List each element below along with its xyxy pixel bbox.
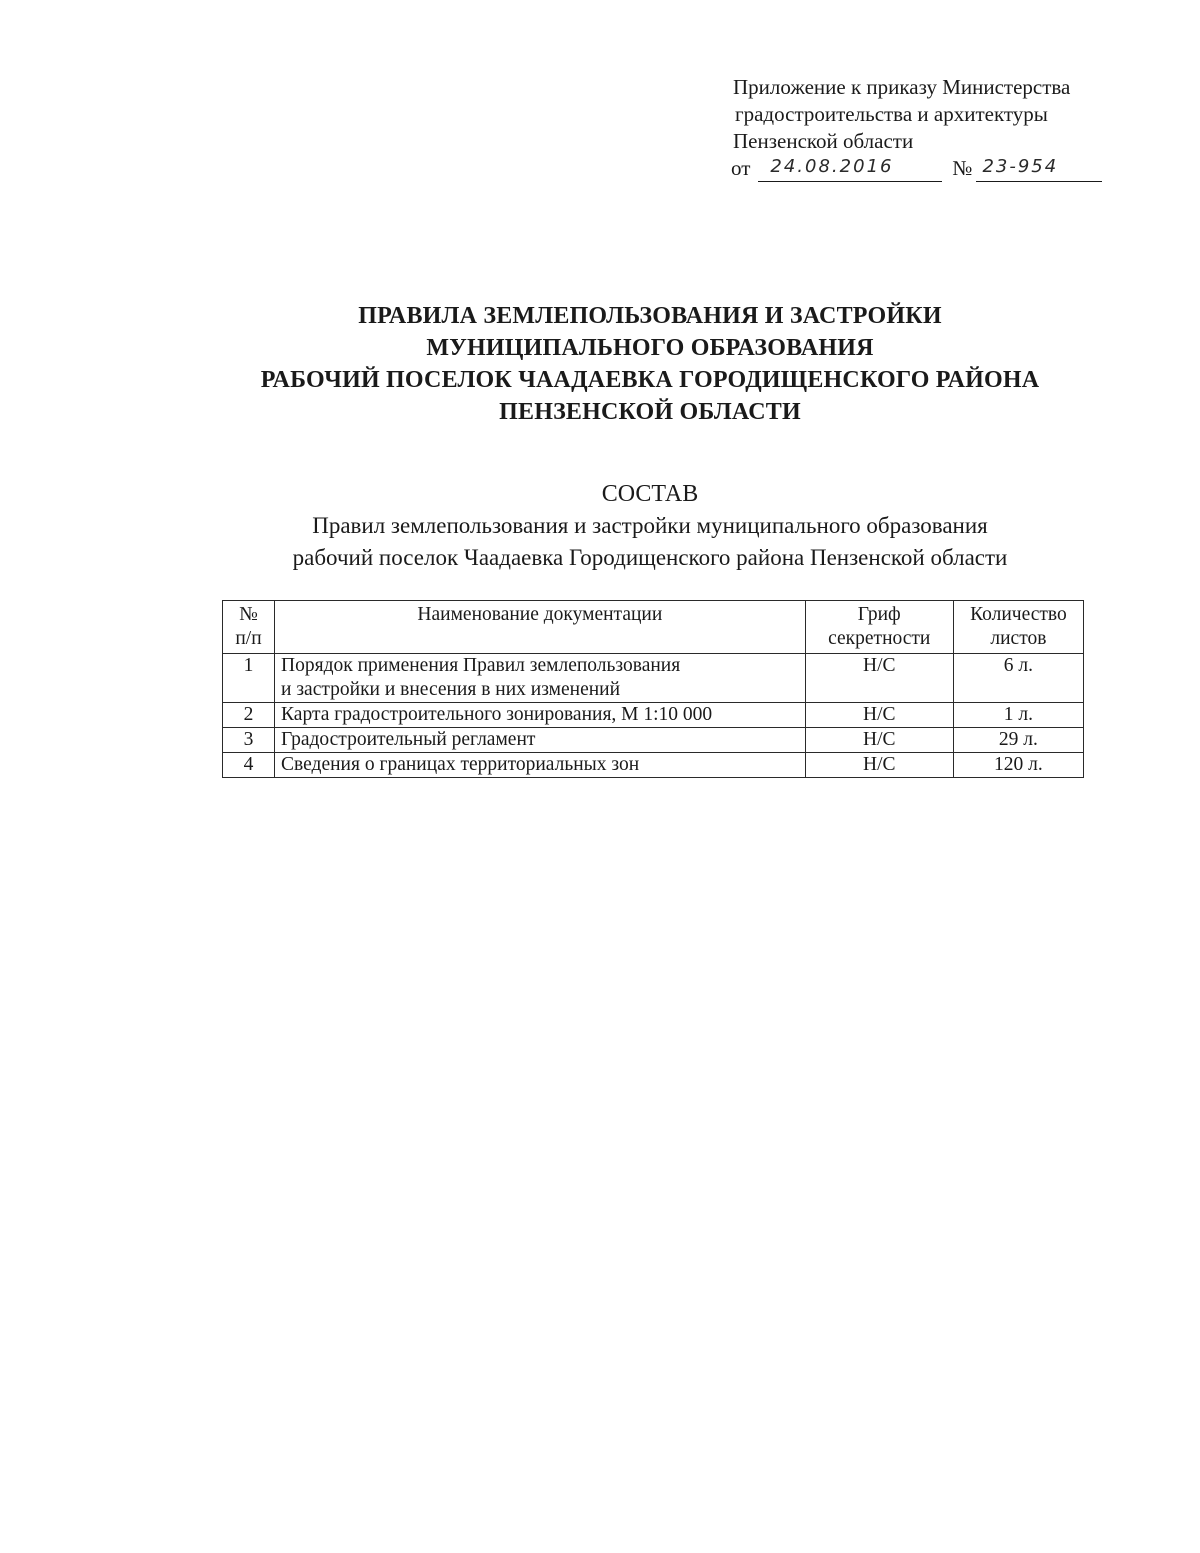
col-header-quantity-line-1: Количество bbox=[970, 604, 1067, 625]
col-header-name: Наименование документации bbox=[275, 601, 806, 654]
col-header-number-line-1: № bbox=[239, 604, 258, 625]
table-header-row bbox=[223, 601, 1084, 654]
document-title bbox=[0, 300, 1200, 428]
row-number: 3 bbox=[223, 728, 275, 753]
title-line-4: ПЕНЗЕНСКОЙ ОБЛАСТИ bbox=[499, 399, 801, 425]
table-row bbox=[223, 753, 1084, 778]
order-number-handwritten: 23-954 bbox=[982, 156, 1059, 177]
col-header-grif-line-1: Гриф bbox=[857, 604, 901, 625]
row-name: Карта градостроительного зонирования, М 1:10 000 bbox=[275, 703, 806, 728]
col-header-grif-line-2: секретности bbox=[828, 628, 931, 649]
order-date-number-row bbox=[731, 155, 1153, 182]
title-line-2: МУНИЦИПАЛЬНОГО ОБРАЗОВАНИЯ bbox=[426, 335, 874, 361]
composition-subtitle-line-1: Правил землепользования и застройки муниципального образования bbox=[312, 513, 988, 538]
date-prefix: от bbox=[731, 156, 751, 180]
appendix-line-3: Пензенской области bbox=[733, 129, 914, 153]
composition-subtitle-line-2: рабочий поселок Чаадаевка Городищенского района Пензенской области bbox=[292, 545, 1008, 570]
row-grif: Н/С bbox=[805, 703, 953, 728]
composition-section bbox=[0, 478, 1200, 574]
table-row bbox=[223, 654, 1084, 703]
appendix-header bbox=[733, 74, 1153, 182]
row-quantity: 120 л. bbox=[953, 753, 1083, 778]
appendix-line-1: Приложение к приказу Министерства bbox=[733, 75, 1071, 99]
table-row bbox=[223, 703, 1084, 728]
order-date-handwritten: 24.08.2016 bbox=[770, 156, 894, 177]
order-number-field bbox=[976, 157, 1102, 182]
row-name-line-1: Порядок применения Правил землепользования bbox=[281, 655, 681, 676]
row-name: Градостроительный регламент bbox=[275, 728, 806, 753]
row-number: 1 bbox=[223, 654, 275, 703]
appendix-line-2: градостроительства и архитектуры bbox=[735, 102, 1048, 126]
number-sign: № bbox=[952, 156, 973, 180]
documents-table bbox=[222, 600, 1084, 778]
row-quantity: 29 л. bbox=[953, 728, 1083, 753]
col-header-quantity bbox=[953, 601, 1083, 654]
row-number: 4 bbox=[223, 753, 275, 778]
title-line-3: РАБОЧИЙ ПОСЕЛОК ЧААДАЕВКА ГОРОДИЩЕНСКОГО РАЙОНА bbox=[260, 367, 1040, 393]
col-header-grif bbox=[805, 601, 953, 654]
col-header-number-line-2: п/п bbox=[235, 628, 262, 649]
table-row bbox=[223, 728, 1084, 753]
row-name-line-2: и застройки и внесения в них изменений bbox=[281, 679, 621, 700]
col-header-quantity-line-2: листов bbox=[990, 628, 1047, 649]
row-grif: Н/С bbox=[805, 728, 953, 753]
title-line-1: ПРАВИЛА ЗЕМЛЕПОЛЬЗОВАНИЯ И ЗАСТРОЙКИ bbox=[358, 303, 942, 329]
row-name: Сведения о границах территориальных зон bbox=[275, 753, 806, 778]
composition-heading: СОСТАВ bbox=[601, 481, 699, 507]
order-date-field bbox=[758, 157, 942, 182]
row-grif: Н/С bbox=[805, 654, 953, 703]
row-number: 2 bbox=[223, 703, 275, 728]
row-quantity: 1 л. bbox=[953, 703, 1083, 728]
row-name bbox=[275, 654, 806, 703]
row-quantity: 6 л. bbox=[953, 654, 1083, 703]
col-header-number bbox=[223, 601, 275, 654]
row-grif: Н/С bbox=[805, 753, 953, 778]
